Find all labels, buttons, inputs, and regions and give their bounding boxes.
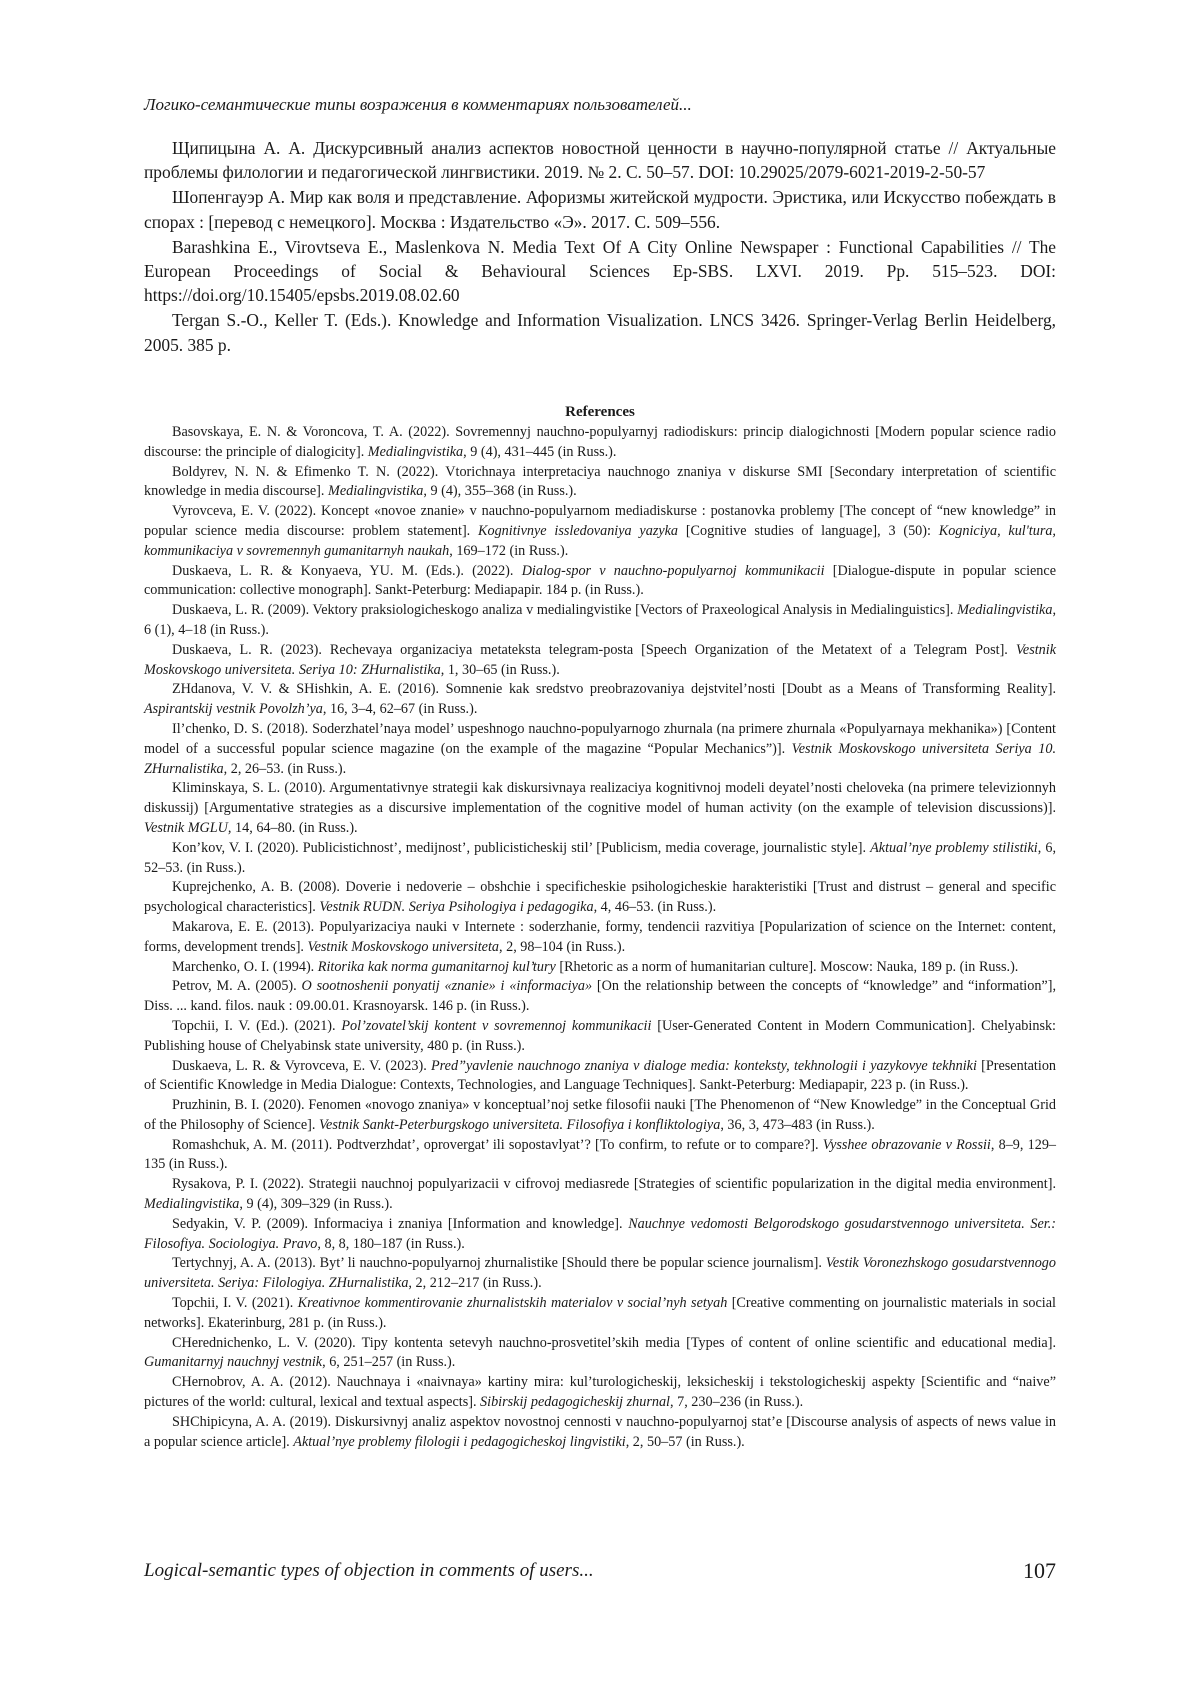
reference-entry [144,423,1056,463]
reference-source-title: Vestnik Moskovskogo universiteta [307,938,499,955]
reference-source-title: Kogniciya, kul'tura, kommunikaciya v sovremennyh gumanitarnyh naukah [144,522,1056,559]
reference-text: Rysakova, P. I. (2022). Strategii nauchnoj populyarizacii v cifrovoj mediasrede [Strategies of scientific popularization in the digital media environment]. [172,1176,1056,1193]
reference-text: ZHdanova, V. V. & SHishkin, A. E. (2016). Somnenie kak sredstvo preobrazovaniya dejstvitel’nosti [Doubt as a Means of Transforming Reality]. [172,681,1056,698]
reference-entry [144,463,1056,503]
reference-text: [On the relationship between the concepts of “knowledge” and “information”], Diss. ... kand. filos. nauk : 09.00.01. Krasnoyarsk. 146 p. (in Russ.). [144,978,1056,1015]
reference-source-title: Medialingvistika [144,1196,240,1213]
reference-source-title: Medialingvistika [367,443,464,460]
references-heading: References [565,404,635,420]
reference-entry [144,1096,1056,1136]
reference-entry [144,1175,1056,1215]
reference-text: Kuprejchenko, A. B. (2008). Doverie i nedoverie – obshchie i specificheskie psihologicheskie harakteristiki [Trust and distrust – general and specific psychological characteristics]. [144,879,1056,916]
reference-text: Il’chenko, D. S. (2018). Soderzhatel’naya model’ uspeshnogo nauchno-populyarnogo zhurnala (na primere zhurnala «Populyarnaya mekhanika») [Content model of a successful popular science magazine (on the example of the magazine “Popular Mechanics”)]. [144,720,1056,757]
reference-entry [144,601,1056,641]
reference-text: [Creative commenting on journalistic materials in social networks]. Ekaterinburg, 281 p. (in Russ.). [144,1295,1056,1331]
reference-text: Tertychnyj, A. A. (2013). Byt’ li nauchno-populyarnoj zhurnalistike [Should there be popular science journalism]. [172,1255,826,1272]
reference-text: Duskaeva, L. R. (2023). Rechevaya organizaciya metateksta telegram-posta [Speech Organization of the Metatext of a Telegram Post]. [172,641,1016,658]
reference-text: Romashchuk, A. M. (2011). Podtverzhdat’, oprovergat’ ili sopostavlyat’? [To confirm, to refute or to compare?]. [172,1136,823,1153]
reference-text: Duskaeva, L. R. (2009). Vektory praksiologicheskogo analiza v medialingvistike [Vectors of Praxeological Analysis in Medialinguistics]. [172,602,958,619]
reference-text: , 6 (1), 4–18 (in Russ.). [144,602,1056,638]
reference-text: [Rhetoric as a norm of humanitarian culture]. Moscow: Nauka, 189 p. (in Russ.). [555,958,1019,975]
reference-text: , 4, 46–53. (in Russ.). [593,899,717,916]
running-header: Логико-семантические типы возражения в комментариях пользователей... [144,95,692,114]
reference-text: , 2, 26–53. (in Russ.). [223,760,347,777]
reference-source-title: Dialog-spor v nauchno-populyarnoj kommunikacii [521,562,825,579]
page-number: 107 [1023,1558,1056,1583]
reference-source-title: Kreativnoe kommentirovanie zhurnalistskih materialov v social’nyh setyah [297,1295,728,1312]
reference-text: [Presentation of Scientific Knowledge in Media Dialogue: Contexts, Technologies, and Language Techniques]. Sankt-Peterburg: Mediapapir, 223 p. (in Russ.). [144,1057,1057,1094]
reference-source-title: Aktual’nye problemy filologii i pedagogicheskoj lingvistiki [293,1433,626,1450]
reference-item: Шопенгауэр А. Мир как воля и представление. Афоризмы житейской мудрости. Эристика, или Искусство побеждать в спорах : [перевод с немецкого]. Москва : Издательство «Э». 2017. С. 509–556. [144,187,1056,232]
reference-text: , 7, 230–236 (in Russ.). [670,1394,804,1411]
reference-text: Kon’kov, V. I. (2020). Publicistichnost’, medijnost’, publicisticheskij stil’ [Publicism, media coverage, journalistic style]. [172,839,871,856]
reference-text: , 36, 3, 473–483 (in Russ.). [720,1116,875,1133]
reference-source-title: Medialingvistika [957,602,1053,619]
reference-source-title: Aspirantskij vestnik Povolzh’ya [144,701,323,718]
reference-text: Makarova, E. E. (2013). Populyarizaciya nauki v Internete : soderzhanie, formy, tendencii razvitiya [Popularization of science on the Internet: content, forms, development trends]. [144,918,1056,955]
reference-item: Barashkina E., Virovtseva E., Maslenkova N. Media Text Of A City Online Newspaper : Functional Capabilities // The European Proceedings of Social & Behavioural Sciences Ep-SBS. LXVI. 2019. Pp. 515–523. DOI: https://doi.org/10.15405/epsbs.2019.08.02.60 [144,236,1056,306]
reference-text: Basovskaya, E. N. & Voroncova, T. A. (2022). Sovremennyj nauchno-populyarnyj radiodiskurs: princip dialogichnosti [Modern popular science radio discourse: the principle of dialogicity]. [144,424,1056,460]
reference-text: [Cognitive studies of language], 3 (50): [678,522,939,539]
reference-entry [144,1215,1056,1255]
reference-text: Vyrovceva, E. V. (2022). Koncept «novoe znanie» v nauchno-populyarnom mediadiskurse : postanovka problemy [The concept of “new knowledge” in popular science media discourse: problem statement]. [144,503,1056,539]
reference-text: Topchii, I. V. (Ed.). (2021). [172,1017,342,1034]
reference-entry [144,839,1056,879]
reference-entry [144,502,1056,561]
reference-text: Kliminskaya, S. L. (2010). Argumentativnye strategii kak diskursivnaya realizaciya kognitivnoj modeli deyatel’nosti cheloveka (na primere televizionnyh diskussij) [Argumentative strategies as a discursive implementation of the cognitive model of human activity (on the example of television discussions)]. [144,780,1056,817]
reference-entry [144,779,1056,838]
footer-title: Logical-semantic types of objection in comments of users... [144,1560,594,1581]
reference-entry [144,878,1056,918]
reference-text: , 2, 98–104 (in Russ.). [499,938,626,955]
reference-text: CHernobrov, A. A. (2012). Nauchnaya i «naivnaya» kartiny mira: kul’turologicheskij, leksicheskij i tekstologicheskij aspekty [Scientific and “naive” pictures of the world: cultural, lexical and textual aspects]. [144,1374,1056,1411]
reference-entry [144,918,1056,958]
reference-text: Pruzhinin, B. I. (2020). Fenomen «novogo znaniya» v konceptual’noj setke filosofii nauki [The Phenomenon of “New Knowledge” in the Conceptual Grid of the Philosophy of Science]. [144,1097,1056,1133]
reference-text: [User-Generated Content in Modern Communication]. Chelyabinsk: Publishing house of Chelyabinsk state university, 480 p. (in Russ.). [144,1017,1056,1054]
reference-entry [144,1334,1056,1374]
reference-text: , 1, 30–65 (in Russ.). [440,661,560,678]
reference-source-title: Kognitivnye issledovaniya yazyka [478,522,679,539]
reference-source-title: Medialingvistika [328,483,424,500]
reference-source-title: Vestnik Sankt-Peterburgskogo universiteta. Filosofiya i konfliktologiya [318,1116,721,1133]
reference-entry [144,958,1056,978]
reference-text: , 9 (4), 431–445 (in Russ.). [463,443,617,460]
reference-text: Duskaeva, L. R. & Vyrovceva, E. V. (2023). [172,1057,432,1074]
reference-source-title: Pred”yavlenie nauchnogo znaniya v dialoge media: konteksty, tekhnologii i yazykovye tekhniki [431,1057,977,1074]
russian-reference-list [144,136,1056,358]
reference-text: Sedyakin, V. P. (2009). Informaciya i znaniya [Information and knowledge]. [172,1215,629,1232]
reference-entry [144,562,1056,602]
reference-text: , 6, 52–53. (in Russ.). [144,839,1057,876]
reference-source-title: Pol’zovatel’skij kontent v sovremennoj kommunikacii [341,1017,652,1034]
reference-source-title: Vestnik MGLU, [144,819,232,836]
reference-source-title: Vestnik Moskovskogo universiteta. Seriya 10: ZHurnalistika [144,641,1056,678]
reference-source-title: Vestnik Moskovskogo universiteta Seriya 10. ZHurnalistika [144,740,1056,777]
reference-entry [144,1254,1056,1294]
reference-source-title: Vysshee obrazovanie v Rossii [822,1136,991,1153]
reference-source-title: Nauchnye vedomosti Belgorodskogo gosudarstvennogo universiteta. Ser.: Filosofiya. Sociologiya. Pravo [144,1215,1056,1252]
reference-text: Marchenko, O. I. (1994). [172,958,318,975]
reference-text: , 9 (4), 309–329 (in Russ.). [239,1196,393,1213]
reference-entry [144,720,1056,779]
reference-entry [144,1413,1056,1453]
reference-item: Tergan S.-O., Keller T. (Eds.). Knowledge and Information Visualization. LNCS 3426. Springer-Verlag Berlin Heidelberg, 2005. 385 p. [144,310,1056,355]
english-reference-list [144,423,1056,1452]
reference-text: Duskaeva, L. R. & Konyaeva, YU. M. (Eds.). (2022). [172,562,522,579]
reference-text: Topchii, I. V. (2021). [172,1295,298,1312]
reference-source-title: Ritorika kak norma gumanitarnoj kul’tury [317,958,556,975]
reference-text: [Dialogue-dispute in popular science communication: collective monograph]. Sankt-Peterburg: Mediapapir. 184 p. (in Russ.). [144,562,1056,599]
reference-source-title: Vestnik RUDN. Seriya Psihologiya i pedagogika [319,899,594,916]
reference-entry [144,1057,1056,1097]
reference-text: , 2, 212–217 (in Russ.). [408,1275,542,1292]
reference-text: 14, 64–80. (in Russ.). [231,819,358,836]
reference-text: , 169–172 (in Russ.). [449,542,569,559]
reference-item: Щипицына А. А. Дискурсивный анализ аспектов новостной ценности в научно-популярной статье // Актуальные проблемы филологии и педагогической лингвистики. 2019. № 2. С. 50–57. DOI: 10.29025/2079-6021-2019-2-50-57 [144,138,1056,183]
reference-source-title: Vestik Voronezhskogo gosudarstvennogo universiteta. Seriya: Filologiya. ZHurnalistika [144,1255,1056,1292]
reference-entry [144,641,1056,681]
reference-text: , 6, 251–257 (in Russ.). [322,1354,456,1371]
reference-text: , 8–9, 129–135 (in Russ.). [144,1136,1057,1173]
reference-entry [144,1017,1056,1057]
reference-entry [144,680,1056,720]
reference-entry [144,1373,1056,1413]
reference-text: Petrov, M. A. (2005). [172,978,302,995]
reference-source-title: Aktual’nye problemy stilistiki [870,839,1038,856]
reference-entry [144,1294,1056,1334]
reference-source-title: Gumanitarnyj nauchnyj vestnik [144,1354,323,1371]
reference-entry [144,1136,1056,1176]
reference-text: , 9 (4), 355–368 (in Russ.). [423,483,577,500]
reference-text: SHChipicyna, A. A. (2019). Diskursivnyj analiz aspektov novostnoj cennosti v nauchno-populyarnoj stat’e [Discourse analysis of aspects of news value in a popular science article]. [144,1413,1056,1450]
reference-text: Boldyrev, N. N. & Efimenko T. N. (2022). Vtorichnaya interpretaciya nauchnogo znaniya v diskurse SMI [Secondary interpretation of scientific knowledge in media discourse]. [144,463,1056,500]
reference-source-title: O sootnoshenii ponyatij «znanie» i «informaciya» [301,978,593,995]
reference-text: CHerednichenko, L. V. (2020). Tipy kontenta setevyh nauchno-prosvetitel’skih media [Types of content of online scientific and educational media]. [172,1334,1056,1351]
reference-text: , 2, 50–57 (in Russ.). [625,1433,745,1450]
reference-text: , 8, 8, 180–187 (in Russ.). [317,1235,465,1252]
reference-text: , 16, 3–4, 62–67 (in Russ.). [322,701,478,718]
reference-entry [144,977,1056,1017]
reference-source-title: Sibirskij pedagogicheskij zhurnal [480,1394,670,1411]
